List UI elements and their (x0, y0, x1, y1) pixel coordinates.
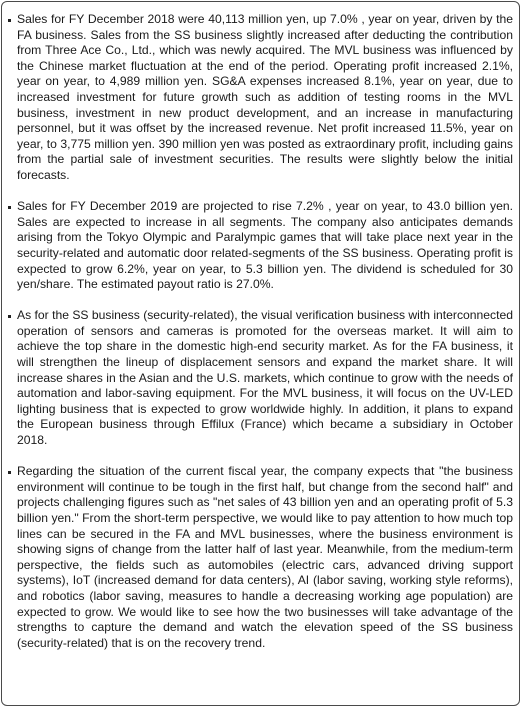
paragraph-text: As for the SS business (security-related), the visual verification business with interconnected operation of sensors and cameras is promoted for the overseas market. It will aim to achieve the top share in the domestic high-end security market. As for the FA business, it will strengthen the lineup of displacement sensors and expand the market share. It will increase shares in the Asian and the U.S. markets, which continue to grow with the needs of automation and labor-saving equipment. For the MVL business, it will focus on the UV-LED lighting business that is expected to grow worldwide highly. In addition, it plans to expand the European business through Effilux (France) which became a subsidiary in October 2018. (17, 308, 513, 448)
bullet-icon (8, 315, 11, 318)
paragraph-fy2018-results (8, 12, 513, 184)
paragraph-text: Sales for FY December 2019 are projected to rise 7.2% , year on year, to 43.0 billion yen. Sales are expected to increase in all segments. The company also anticipates demands arising from the Tokyo Olympic and Paralympic games that will take place next year in the security-related and automatic door related-segments of the SS business. Operating profit is expected to grow 6.2%, year on year, to 5.3 billion yen. The dividend is scheduled for 30 yen/share. The estimated payout ratio is 27.0%. (17, 199, 513, 292)
text-panel (1, 1, 520, 706)
bullet-icon (8, 471, 11, 474)
paragraph-text: Sales for FY December 2018 were 40,113 million yen, up 7.0% , year on year, driven by the FA business. Sales from the SS business slightly increased after deducting the contribution from Three Ace Co., Ltd., which was newly acquired. The MVL business was influenced by the Chinese market fluctuation at the end of the period. Operating profit increased 2.1%, year on year, to 4,989 million yen. SG&A expenses increased 8.1%, year on year, due to increased investment for future growth such as addition of testing rooms in the MVL business, investment in new product development, and an increase in manufacturing personnel, but it was offset by the increased revenue. Net profit increased 11.5%, year on year, to 3,775 million yen. 390 million yen was posted as extraordinary profit, including gains from the partial sale of investment securities. The results were slightly below the initial forecasts. (17, 12, 513, 182)
paragraph-text: Regarding the situation of the current fiscal year, the company expects that "the business environment will continue to be tough in the first half, but change from the second half" and projects challenging figures such as "net sales of 43 billion yen and an operating profit of 5.3 billion yen." From the short-term perspective, we would like to pay attention to how much top lines can be secured in the FA and MVL businesses, where the business environment is showing signs of change from the latter half of last year. Meanwhile, from the medium-term perspective, the fields such as automobiles (electric cars, advanced driving support systems), IoT (increased demand for data centers), AI (labor saving, working style reforms), and robotics (labor saving, measures to handle a decreasing working age population) are expected to grow. We would like to see how the two businesses will take advantage of the strengths to capture the demand and watch the elevation speed of the SS business (security-related) that is on the recovery trend. (17, 464, 513, 650)
paragraph-outlook (8, 464, 513, 651)
bullet-icon (8, 206, 11, 209)
bullet-icon (8, 19, 11, 22)
panel-content (8, 12, 513, 651)
paragraph-fy2019-forecast (8, 199, 513, 293)
paragraph-business-strategy (8, 308, 513, 448)
